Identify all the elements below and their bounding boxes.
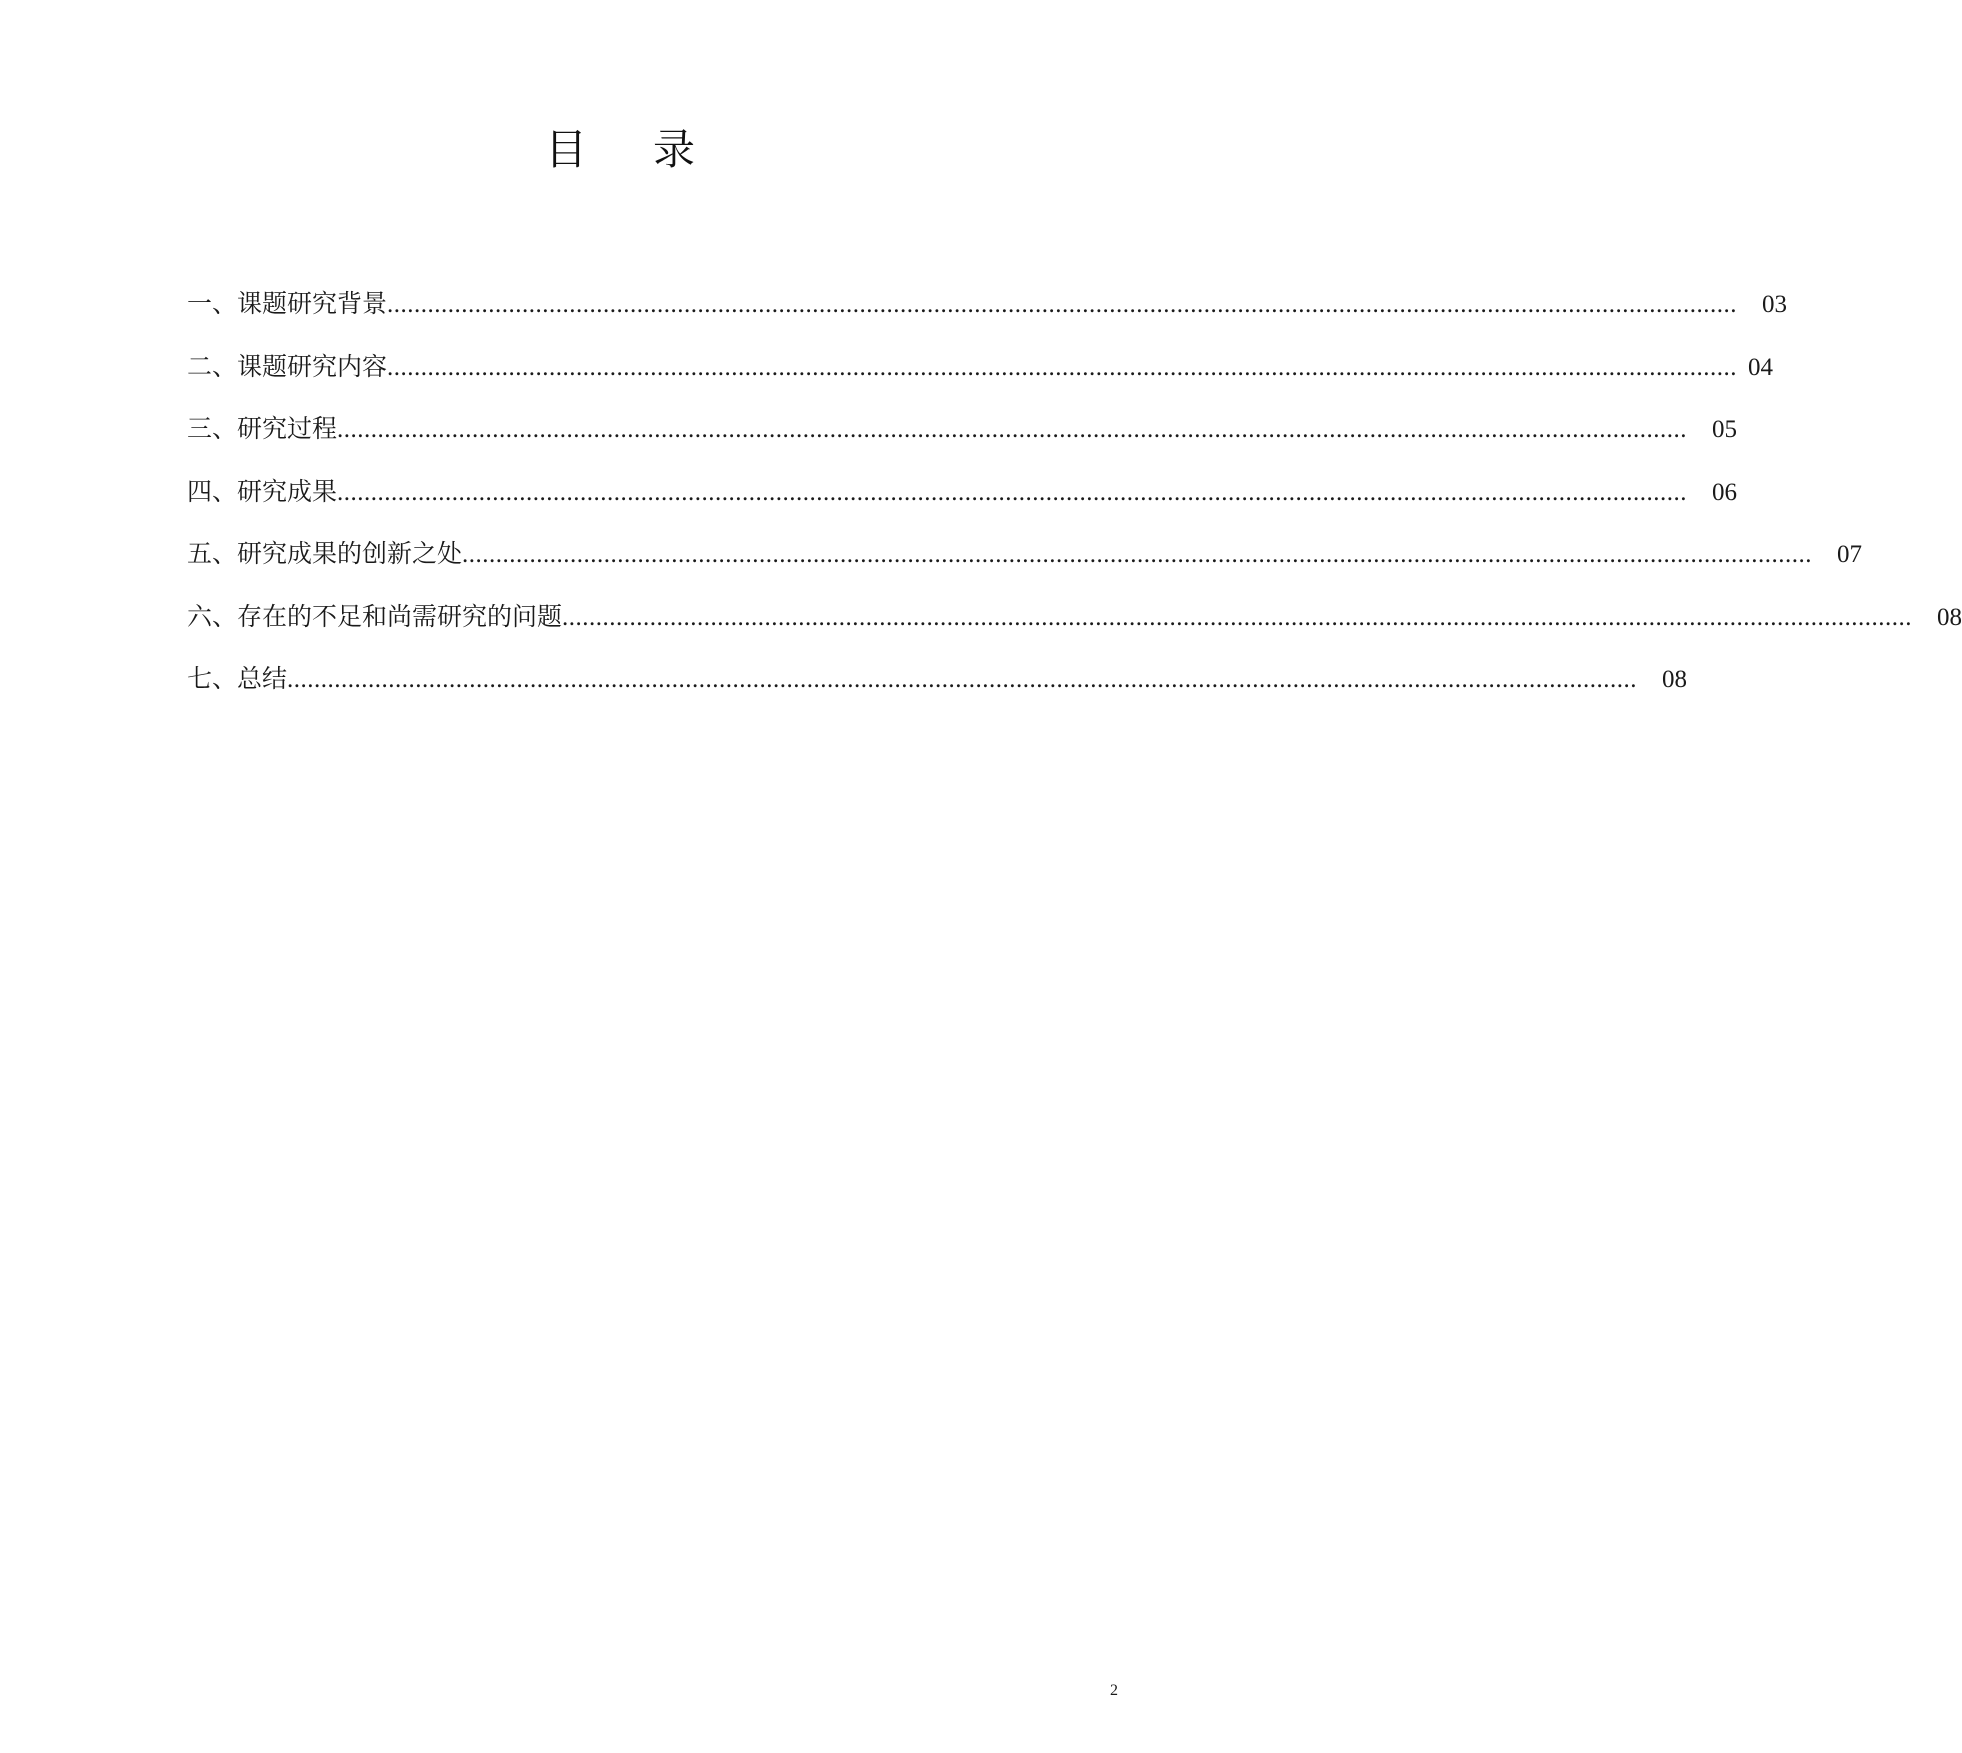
toc-entry-label: 二、课题研究内容	[187, 351, 388, 381]
toc-dot-leader: ........................................................................................................................................................................................................	[387, 353, 1738, 381]
toc-dot-leader: ........................................................................................................................................................................................................	[462, 541, 1813, 568]
toc-entry-page: 08	[1662, 666, 1688, 693]
toc-dot-leader: ........................................................................................................................................................................................................	[387, 291, 1738, 318]
toc-entry-page: 08	[1937, 603, 1962, 631]
toc-entry-page: 06	[1712, 478, 1738, 506]
toc-entry-1[interactable]	[187, 284, 1788, 347]
toc-entry-label: 五、研究成果的创新之处	[187, 539, 463, 568]
toc-entry-5[interactable]	[187, 534, 1863, 597]
title-char-2: 录	[653, 125, 696, 174]
toc-entry-3[interactable]	[187, 409, 1738, 472]
toc-entry-label: 四、研究成果	[187, 476, 338, 506]
toc-dot-leader: ........................................................................................................................................................................................................	[562, 603, 1913, 631]
toc-entry-4[interactable]	[187, 472, 1738, 535]
page-number: 2	[1110, 1682, 1118, 1699]
toc-entry-label: 七、总结	[187, 664, 288, 693]
title-char-1: 目	[544, 125, 587, 174]
toc-entry-page: 07	[1837, 541, 1863, 568]
table-of-contents	[187, 284, 1962, 722]
toc-entry-page: 03	[1762, 291, 1788, 318]
toc-dot-leader: ........................................................................................................................................................................................................	[287, 666, 1638, 693]
toc-entry-page: 04	[1748, 353, 1774, 381]
toc-entry-2[interactable]	[187, 347, 1774, 410]
toc-entry-page: 05	[1712, 416, 1738, 443]
toc-entry-6[interactable]	[187, 597, 1962, 660]
toc-dot-leader: ........................................................................................................................................................................................................	[337, 478, 1688, 506]
toc-entry-label: 一、课题研究背景	[187, 289, 388, 318]
toc-entry-label: 六、存在的不足和尚需研究的问题	[187, 601, 563, 631]
toc-dot-leader: ........................................................................................................................................................................................................	[337, 416, 1688, 443]
toc-entry-7[interactable]	[187, 659, 1688, 722]
toc-entry-label: 三、研究过程	[187, 414, 338, 443]
page-title	[0, 118, 1240, 182]
